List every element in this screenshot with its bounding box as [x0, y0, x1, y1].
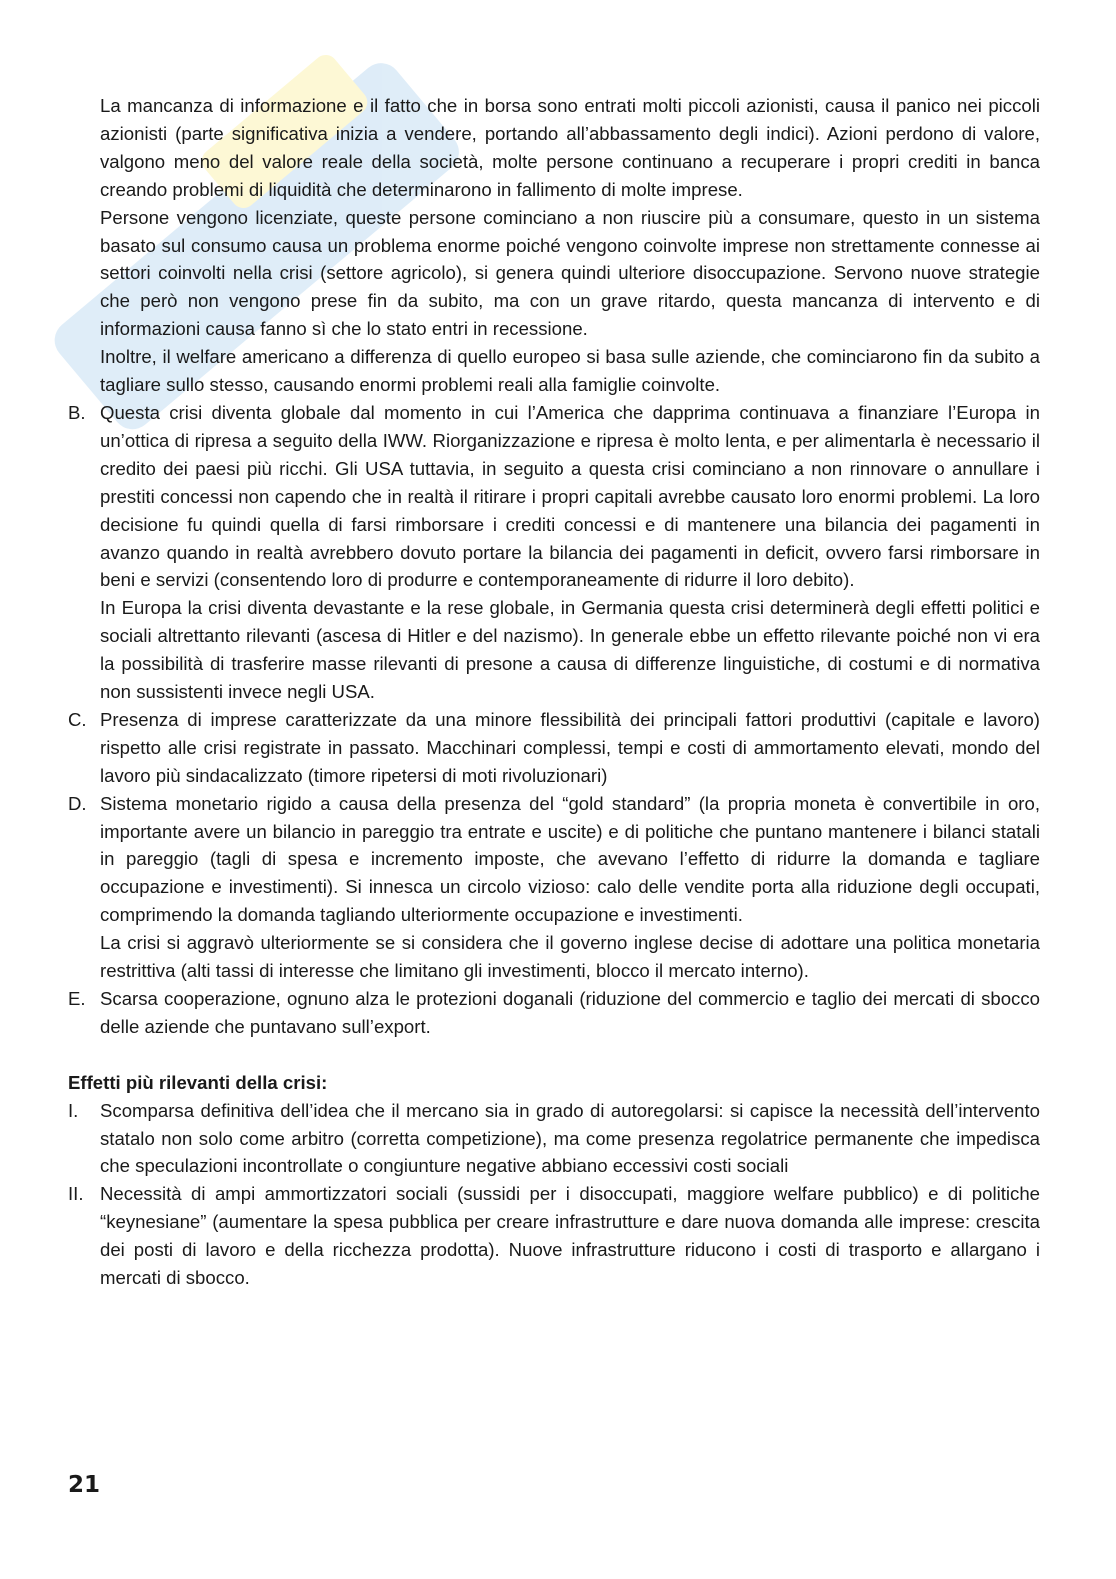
section-heading: Effetti più rilevanti della crisi:	[68, 1071, 328, 1093]
page-number: 21	[68, 1472, 101, 1498]
paragraph: Presenza di imprese caratterizzate da una minore flessibilità dei principali fattori produttivi (capitale e lavoro) rispetto alle crisi registrate in passato. Macchinari complessi, tempi e costi di ammortamento elevati, mondo del lavoro più sindacalizzato (timore ripetersi di moti rivoluzionari)	[100, 708, 1040, 786]
paragraph: Inoltre, il welfare americano a differenza di quello europeo si basa sulle aziende, che cominciarono fin da subito a tagliare sullo stesso, causando enormi problemi reali alla famiglie coinvolte.	[100, 346, 1040, 396]
list-item-c	[68, 706, 1040, 790]
list-item-d	[68, 790, 1040, 985]
paragraph: Persone vengono licenziate, queste persone cominciano a non riuscire più a consumare, questo in un sistema basato sul consumo causa un problema enorme poiché vengono coinvolte imprese non strettamente connesse ai settori coinvolti nella crisi (settore agricolo), si genera quindi ulteriore disoccupazione. Servono nuove strategie che però non vengono prese fin da subito, ma con un grave ritardo, questa mancanza di intervento e di informazioni causa fanno sì che lo stato entri in recessione.	[100, 206, 1040, 340]
paragraph: Scomparsa definitiva dell’idea che il mercano sia in grado di autoregolarsi: si capisce la necessità dell’intervento statalo non solo come arbitro (corretta competizione), ma come presenza regolatrice permanente che impedisca che speculazioni incontrollate o congiunture negative abbiano eccessivi costi sociali	[100, 1099, 1040, 1177]
paragraph: La mancanza di informazione e il fatto che in borsa sono entrati molti piccoli azionisti, causa il panico nei piccoli azionisti (parte significativa inizia a vendere, portando all’abbassamento degli indici). Azioni perdono di valore, valgono meno del valore reale della società, molte persone continuano a recuperare i propri crediti in banca creando problemi di liquidità che determinarono in fallimento di molte imprese.	[100, 95, 1040, 200]
paragraph: Necessità di ampi ammortizzatori sociali (sussidi per i disoccupati, maggiore welfare pubblico) e di politiche “keynesiane” (aumentare la spesa pubblica per creare infrastrutture e dare nuova domanda alle imprese: crescita dei posti di lavoro e della ricchezza prodotta). Nuove infrastrutture riducono i costi di trasporto e allargano i mercati di sbocco.	[100, 1183, 1040, 1289]
list-marker: II.	[68, 1183, 84, 1205]
list-item-i	[68, 1097, 1040, 1181]
list-marker: I.	[68, 1099, 79, 1121]
list-item-b	[68, 399, 1040, 706]
paragraph: In Europa la crisi diventa devastante e la rese globale, in Germania questa crisi determinerà degli effetti politici e sociali altrettanto rilevanti (ascesa di Hitler e del nazismo). In generale ebbe un effetto rilevante poiché non vi era la possibilità di trasferire masse rilevanti di presone a causa di differenze linguistiche, di costumi e di normativa non sussistenti invece negli USA.	[100, 597, 1040, 703]
list-marker: D.	[68, 792, 87, 814]
list-item-ii	[68, 1180, 1040, 1292]
list-marker: C.	[68, 708, 87, 730]
paragraph: Sistema monetario rigido a causa della presenza del “gold standard” (la propria moneta è convertibile in oro, importante avere un bilancio in pareggio tra entrate e uscite) e di politiche che puntano mantenere i bilanci statali in pareggio (tagli di spesa e incremento imposte, che avevano l’effetto di ridurre la domanda e tagliare occupazione e investimenti). Si innesca un circolo vizioso: calo delle vendite porta alla riduzione degli occupati, comprimendo la domanda tagliando ulteriormente occupazione e investimenti.	[100, 792, 1040, 926]
list-marker: B.	[68, 401, 86, 423]
document-body	[68, 92, 1040, 1292]
list-marker: E.	[68, 988, 86, 1009]
paragraph: La crisi si aggravò ulteriormente se si considera che il governo inglese decise di adottare una politica monetaria restrittiva (alti tassi di interesse che limitano gli investimenti, blocco il mercato interno).	[100, 932, 1040, 982]
paragraph: Questa crisi diventa globale dal momento in cui l’America che dapprima continuava a finanziare l’Europa in un’ottica di ripresa a seguito della IWW. Riorganizzazione e ripresa è molto lenta, e per alimentarla è necessario il credito dei paesi più ricchi. Gli USA tuttavia, in seguito a questa crisi cominciano a non rinnovare o annullare i prestiti concessi non capendo che in realtà il ritirare i propri capitali avrebbe causato loro enormi problemi. La loro decisione fu quindi quella di farsi rimborsare i crediti concessi e di mantenere una bilancia dei pagamenti in avanzo quando in realtà avrebbero dovuto portare la bilancia dei pagamenti in deficit, ovvero farsi rimborsare in beni e servizi (consentendo loro di produrre e contemporaneamente di ridurre il loro debito).	[100, 401, 1040, 591]
list-item-e	[68, 985, 1040, 1041]
paragraph: Scarsa cooperazione, ognuno alza le protezioni doganali (riduzione del commercio e taglio dei mercati di sbocco delle aziende che puntavano sull’export.	[100, 988, 1040, 1037]
